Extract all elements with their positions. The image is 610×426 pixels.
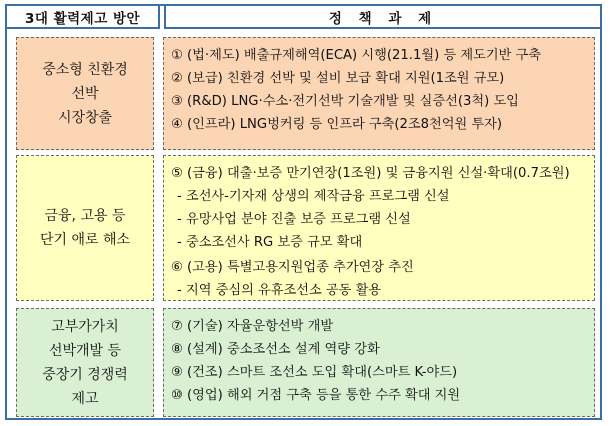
- policy-item: ⑩ (영업) 해외 거점 구축 등을 통한 수주 확대 지원: [171, 388, 461, 403]
- row-label-line: 고부가가치: [51, 318, 119, 335]
- row-body-short-term-relief: [163, 155, 595, 301]
- policy-item: ④ (인프라) LNG벙커링 등 인프라 구축(2조8천억원 투자): [171, 117, 503, 132]
- policy-item: ③ (R&D) LNG·수소·전기선박 기술개발 및 실증선(3척) 도입: [171, 94, 519, 109]
- policy-item: ① (법·제도) 배출규제해역(ECA) 시행(21.1월) 등 제도기반 구축: [171, 48, 542, 63]
- header-policy-tasks: 정 책 과 제: [164, 4, 602, 29]
- row-label-line: 중장기 경쟁력: [42, 366, 128, 383]
- row-label-line: 선박: [71, 85, 99, 102]
- policy-item: ② (보급) 친환경 선박 및 설비 보급 확대 지원(1조원 규모): [171, 71, 505, 86]
- policy-item: ⑨ (건조) 스마트 조선소 도입 확대(스마트 K-야드): [171, 365, 458, 380]
- policy-subitem: - 유망사업 분야 진출 보증 프로그램 신설: [177, 212, 411, 227]
- row-label-short-term-relief: [16, 155, 154, 301]
- row-label-line: 선박개발 등: [48, 342, 122, 359]
- policy-subitem: - 지역 중심의 유휴조선소 공동 활용: [177, 283, 382, 298]
- row-label-line: 제고: [71, 390, 99, 407]
- row-label-line: 시장창출: [57, 109, 113, 126]
- policy-item: ⑥ (고용) 특별고용지원업종 추가연장 추진: [171, 260, 414, 275]
- policy-subitem: - 중소조선사 RG 보증 규모 확대: [177, 235, 363, 250]
- policy-item: ⑦ (기술) 자율운항선박 개발: [171, 319, 334, 334]
- row-label-line: 금융, 고용 등: [44, 208, 126, 224]
- row-label-line: 단기 애로 해소: [39, 232, 131, 248]
- row-body-long-term-competitiveness: [163, 308, 595, 417]
- header-strategy: 3대 활력제고 방안: [5, 4, 160, 29]
- policy-item: ⑧ (설계) 중소조선소 설계 역량 강화: [171, 342, 380, 357]
- row-label-eco-ship-market: [16, 37, 154, 150]
- row-label-long-term-competitiveness: [16, 308, 154, 417]
- policy-subitem: - 조선사-기자재 상생의 제작금융 프로그램 신설: [177, 189, 450, 204]
- policy-item: ⑤ (금융) 대출·보증 만기연장(1조원) 및 금융지원 신설·확대(0.7조원): [171, 166, 570, 181]
- row-body-eco-ship-market: [163, 37, 595, 150]
- row-label-line: 중소형 친환경: [42, 61, 128, 78]
